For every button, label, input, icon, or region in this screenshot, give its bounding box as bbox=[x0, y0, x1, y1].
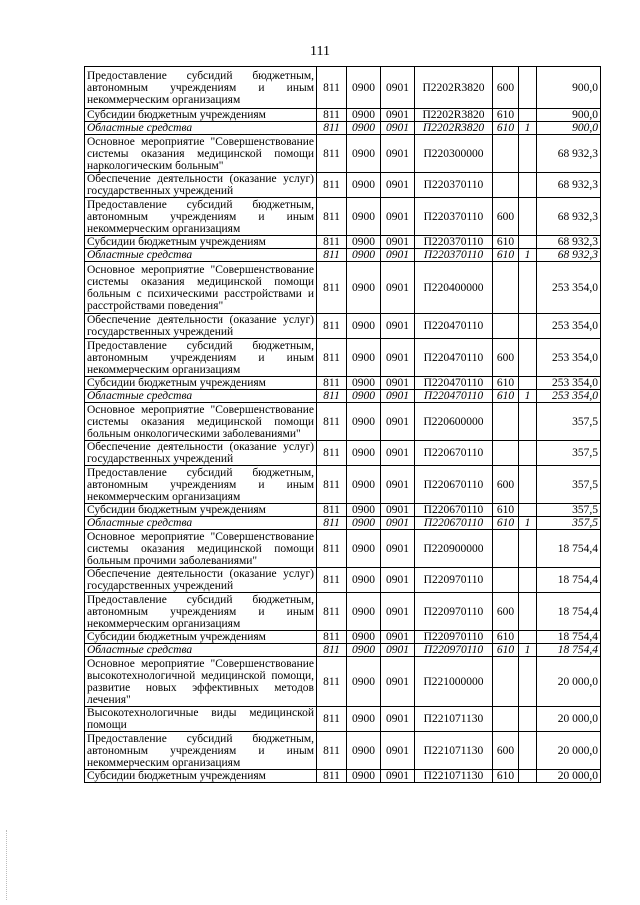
cell-subsection: 0901 bbox=[381, 403, 415, 441]
cell-target: П2202R3820 bbox=[415, 67, 493, 109]
cell-grbs: 811 bbox=[317, 770, 347, 783]
cell-vr: 610 bbox=[493, 109, 519, 122]
cell-grbs: 811 bbox=[317, 732, 347, 770]
cell-name: Высокотехнологичные виды медицинской помощи bbox=[85, 707, 317, 732]
cell-subsection: 0901 bbox=[381, 236, 415, 249]
cell-subsection: 0901 bbox=[381, 377, 415, 390]
cell-name: Основное мероприятие "Совершенствование системы оказания медицинской помощи больным онкологическими заболеваниями" bbox=[85, 403, 317, 441]
cell-amount: 68 932,3 bbox=[537, 173, 601, 198]
cell-vr: 600 bbox=[493, 339, 519, 377]
cell-name: Обеспечение деятельности (оказание услуг) государственных учреждений bbox=[85, 173, 317, 198]
table-row bbox=[85, 530, 601, 568]
cell-amount: 20 000,0 bbox=[537, 707, 601, 732]
cell-name: Предоставление субсидий бюджетным, автономным учреждениям и иным некоммерческим организациям bbox=[85, 466, 317, 504]
cell-src bbox=[519, 770, 537, 783]
table-row bbox=[85, 568, 601, 593]
cell-section: 0900 bbox=[347, 530, 381, 568]
cell-grbs: 811 bbox=[317, 568, 347, 593]
cell-target: П220370110 bbox=[415, 173, 493, 198]
table-row-regional-funds bbox=[85, 249, 601, 262]
cell-name: Предоставление субсидий бюджетным, автономным учреждениям и иным некоммерческим организациям bbox=[85, 339, 317, 377]
cell-vr bbox=[493, 707, 519, 732]
cell-vr: 610 bbox=[493, 236, 519, 249]
table-row bbox=[85, 198, 601, 236]
cell-amount: 253 354,0 bbox=[537, 314, 601, 339]
cell-section: 0900 bbox=[347, 262, 381, 314]
cell-vr bbox=[493, 135, 519, 173]
cell-amount: 253 354,0 bbox=[537, 339, 601, 377]
cell-vr: 610 bbox=[493, 504, 519, 517]
cell-amount: 68 932,3 bbox=[537, 135, 601, 173]
cell-src bbox=[519, 262, 537, 314]
cell-name: Предоставление субсидий бюджетным, автономным учреждениям и иным некоммерческим организациям bbox=[85, 198, 317, 236]
cell-grbs: 811 bbox=[317, 339, 347, 377]
table-row bbox=[85, 339, 601, 377]
table-row bbox=[85, 262, 601, 314]
cell-grbs: 811 bbox=[317, 593, 347, 631]
cell-target: П220970110 bbox=[415, 568, 493, 593]
table-row bbox=[85, 707, 601, 732]
cell-name: Предоставление субсидий бюджетным, автономным учреждениям и иным некоммерческим организациям bbox=[85, 67, 317, 109]
cell-section: 0900 bbox=[347, 732, 381, 770]
cell-grbs: 811 bbox=[317, 390, 347, 403]
cell-amount: 900,0 bbox=[537, 122, 601, 135]
cell-amount: 253 354,0 bbox=[537, 390, 601, 403]
cell-src: 1 bbox=[519, 122, 537, 135]
cell-section: 0900 bbox=[347, 339, 381, 377]
cell-section: 0900 bbox=[347, 403, 381, 441]
cell-subsection: 0901 bbox=[381, 339, 415, 377]
cell-subsection: 0901 bbox=[381, 644, 415, 657]
table-row bbox=[85, 236, 601, 249]
table-row bbox=[85, 173, 601, 198]
cell-section: 0900 bbox=[347, 568, 381, 593]
cell-subsection: 0901 bbox=[381, 631, 415, 644]
cell-grbs: 811 bbox=[317, 377, 347, 390]
cell-name: Предоставление субсидий бюджетным, автономным учреждениям и иным некоммерческим организациям bbox=[85, 732, 317, 770]
cell-src bbox=[519, 377, 537, 390]
cell-vr bbox=[493, 568, 519, 593]
table-row bbox=[85, 466, 601, 504]
cell-name: Субсидии бюджетным учреждениям bbox=[85, 504, 317, 517]
cell-src bbox=[519, 707, 537, 732]
cell-target: П220470110 bbox=[415, 377, 493, 390]
cell-section: 0900 bbox=[347, 770, 381, 783]
cell-target: П220670110 bbox=[415, 517, 493, 530]
cell-vr: 610 bbox=[493, 770, 519, 783]
cell-grbs: 811 bbox=[317, 122, 347, 135]
table-row bbox=[85, 109, 601, 122]
cell-amount: 20 000,0 bbox=[537, 770, 601, 783]
cell-target: П220400000 bbox=[415, 262, 493, 314]
cell-subsection: 0901 bbox=[381, 770, 415, 783]
cell-grbs: 811 bbox=[317, 198, 347, 236]
cell-grbs: 811 bbox=[317, 631, 347, 644]
cell-vr: 610 bbox=[493, 122, 519, 135]
cell-src bbox=[519, 109, 537, 122]
cell-name: Областные средства bbox=[85, 122, 317, 135]
cell-subsection: 0901 bbox=[381, 657, 415, 707]
cell-vr: 610 bbox=[493, 249, 519, 262]
cell-amount: 18 754,4 bbox=[537, 644, 601, 657]
cell-target: П220900000 bbox=[415, 530, 493, 568]
cell-grbs: 811 bbox=[317, 314, 347, 339]
cell-grbs: 811 bbox=[317, 173, 347, 198]
cell-name: Субсидии бюджетным учреждениям bbox=[85, 631, 317, 644]
cell-amount: 357,5 bbox=[537, 441, 601, 466]
cell-subsection: 0901 bbox=[381, 466, 415, 504]
cell-section: 0900 bbox=[347, 644, 381, 657]
cell-grbs: 811 bbox=[317, 504, 347, 517]
cell-name: Областные средства bbox=[85, 249, 317, 262]
cell-amount: 253 354,0 bbox=[537, 262, 601, 314]
cell-grbs: 811 bbox=[317, 403, 347, 441]
cell-src bbox=[519, 593, 537, 631]
cell-src bbox=[519, 530, 537, 568]
cell-grbs: 811 bbox=[317, 657, 347, 707]
cell-src bbox=[519, 441, 537, 466]
cell-target: П221000000 bbox=[415, 657, 493, 707]
cell-section: 0900 bbox=[347, 593, 381, 631]
cell-name: Областные средства bbox=[85, 644, 317, 657]
cell-amount: 18 754,4 bbox=[537, 631, 601, 644]
cell-subsection: 0901 bbox=[381, 517, 415, 530]
cell-amount: 357,5 bbox=[537, 517, 601, 530]
cell-src bbox=[519, 732, 537, 770]
cell-grbs: 811 bbox=[317, 530, 347, 568]
cell-name: Основное мероприятие "Совершенствование системы оказания медицинской помощи больным с психическими расстройствами и расстройствами поведения" bbox=[85, 262, 317, 314]
cell-vr: 600 bbox=[493, 732, 519, 770]
cell-grbs: 811 bbox=[317, 644, 347, 657]
cell-src bbox=[519, 657, 537, 707]
cell-target: П220370110 bbox=[415, 198, 493, 236]
cell-name: Предоставление субсидий бюджетным, автономным учреждениям и иным некоммерческим организациям bbox=[85, 593, 317, 631]
cell-grbs: 811 bbox=[317, 109, 347, 122]
cell-amount: 68 932,3 bbox=[537, 236, 601, 249]
cell-section: 0900 bbox=[347, 657, 381, 707]
cell-subsection: 0901 bbox=[381, 135, 415, 173]
cell-target: П221071130 bbox=[415, 770, 493, 783]
cell-subsection: 0901 bbox=[381, 390, 415, 403]
cell-src bbox=[519, 631, 537, 644]
cell-vr bbox=[493, 403, 519, 441]
cell-subsection: 0901 bbox=[381, 732, 415, 770]
cell-vr: 600 bbox=[493, 67, 519, 109]
cell-grbs: 811 bbox=[317, 236, 347, 249]
cell-vr bbox=[493, 314, 519, 339]
cell-target: П220300000 bbox=[415, 135, 493, 173]
cell-target: П2202R3820 bbox=[415, 122, 493, 135]
cell-grbs: 811 bbox=[317, 466, 347, 504]
cell-section: 0900 bbox=[347, 517, 381, 530]
cell-target: П220670110 bbox=[415, 504, 493, 517]
cell-grbs: 811 bbox=[317, 67, 347, 109]
cell-section: 0900 bbox=[347, 236, 381, 249]
cell-section: 0900 bbox=[347, 314, 381, 339]
cell-name: Основное мероприятие "Совершенствование системы оказания медицинской помощи больным прочими заболеваниями" bbox=[85, 530, 317, 568]
cell-amount: 357,5 bbox=[537, 403, 601, 441]
cell-section: 0900 bbox=[347, 441, 381, 466]
budget-table-body bbox=[85, 67, 601, 783]
budget-table bbox=[84, 66, 601, 783]
cell-subsection: 0901 bbox=[381, 198, 415, 236]
cell-amount: 900,0 bbox=[537, 109, 601, 122]
cell-src: 1 bbox=[519, 517, 537, 530]
table-row bbox=[85, 403, 601, 441]
table-row bbox=[85, 135, 601, 173]
table-row bbox=[85, 441, 601, 466]
cell-src bbox=[519, 504, 537, 517]
cell-src: 1 bbox=[519, 249, 537, 262]
cell-vr: 600 bbox=[493, 198, 519, 236]
cell-amount: 357,5 bbox=[537, 504, 601, 517]
cell-subsection: 0901 bbox=[381, 67, 415, 109]
cell-name: Обеспечение деятельности (оказание услуг) государственных учреждений bbox=[85, 568, 317, 593]
cell-target: П220600000 bbox=[415, 403, 493, 441]
cell-src bbox=[519, 314, 537, 339]
table-row-regional-funds bbox=[85, 517, 601, 530]
table-row-regional-funds bbox=[85, 122, 601, 135]
cell-subsection: 0901 bbox=[381, 262, 415, 314]
cell-amount: 68 932,3 bbox=[537, 198, 601, 236]
cell-target: П220470110 bbox=[415, 339, 493, 377]
cell-src bbox=[519, 173, 537, 198]
cell-amount: 18 754,4 bbox=[537, 568, 601, 593]
cell-section: 0900 bbox=[347, 109, 381, 122]
cell-section: 0900 bbox=[347, 631, 381, 644]
cell-src bbox=[519, 67, 537, 109]
cell-subsection: 0901 bbox=[381, 314, 415, 339]
cell-target: П220970110 bbox=[415, 593, 493, 631]
cell-section: 0900 bbox=[347, 173, 381, 198]
cell-subsection: 0901 bbox=[381, 249, 415, 262]
cell-subsection: 0901 bbox=[381, 568, 415, 593]
cell-vr bbox=[493, 441, 519, 466]
table-row bbox=[85, 67, 601, 109]
cell-name: Основное мероприятие "Совершенствование высокотехнологичной медицинской помощи, развитие новых эффективных методов лечения" bbox=[85, 657, 317, 707]
cell-amount: 20 000,0 bbox=[537, 657, 601, 707]
cell-subsection: 0901 bbox=[381, 109, 415, 122]
cell-target: П220970110 bbox=[415, 644, 493, 657]
cell-target: П221071130 bbox=[415, 732, 493, 770]
cell-section: 0900 bbox=[347, 122, 381, 135]
table-row bbox=[85, 593, 601, 631]
cell-vr: 600 bbox=[493, 593, 519, 631]
cell-src bbox=[519, 568, 537, 593]
cell-name: Основное мероприятие "Совершенствование системы оказания медицинской помощи наркологическим больным" bbox=[85, 135, 317, 173]
cell-vr: 610 bbox=[493, 390, 519, 403]
cell-amount: 68 932,3 bbox=[537, 249, 601, 262]
cell-vr bbox=[493, 657, 519, 707]
cell-grbs: 811 bbox=[317, 441, 347, 466]
cell-section: 0900 bbox=[347, 135, 381, 173]
cell-name: Субсидии бюджетным учреждениям bbox=[85, 377, 317, 390]
cell-section: 0900 bbox=[347, 707, 381, 732]
cell-section: 0900 bbox=[347, 198, 381, 236]
cell-target: П220670110 bbox=[415, 466, 493, 504]
cell-section: 0900 bbox=[347, 466, 381, 504]
cell-vr: 610 bbox=[493, 644, 519, 657]
cell-amount: 18 754,4 bbox=[537, 530, 601, 568]
cell-name: Обеспечение деятельности (оказание услуг) государственных учреждений bbox=[85, 314, 317, 339]
cell-target: П220370110 bbox=[415, 236, 493, 249]
table-row bbox=[85, 770, 601, 783]
cell-subsection: 0901 bbox=[381, 707, 415, 732]
cell-amount: 20 000,0 bbox=[537, 732, 601, 770]
cell-amount: 253 354,0 bbox=[537, 377, 601, 390]
cell-section: 0900 bbox=[347, 377, 381, 390]
cell-src bbox=[519, 403, 537, 441]
cell-subsection: 0901 bbox=[381, 122, 415, 135]
cell-target: П220970110 bbox=[415, 631, 493, 644]
cell-target: П220470110 bbox=[415, 390, 493, 403]
cell-grbs: 811 bbox=[317, 262, 347, 314]
cell-name: Областные средства bbox=[85, 517, 317, 530]
table-row-regional-funds bbox=[85, 644, 601, 657]
cell-amount: 900,0 bbox=[537, 67, 601, 109]
cell-src bbox=[519, 198, 537, 236]
cell-vr: 610 bbox=[493, 517, 519, 530]
table-row bbox=[85, 732, 601, 770]
cell-src: 1 bbox=[519, 644, 537, 657]
cell-subsection: 0901 bbox=[381, 441, 415, 466]
page-number: 111 bbox=[310, 44, 330, 59]
cell-subsection: 0901 bbox=[381, 504, 415, 517]
cell-subsection: 0901 bbox=[381, 530, 415, 568]
cell-src bbox=[519, 135, 537, 173]
cell-src bbox=[519, 236, 537, 249]
cell-vr: 600 bbox=[493, 466, 519, 504]
table-row-regional-funds bbox=[85, 390, 601, 403]
cell-vr bbox=[493, 530, 519, 568]
table-row bbox=[85, 657, 601, 707]
cell-section: 0900 bbox=[347, 504, 381, 517]
cell-target: П220670110 bbox=[415, 441, 493, 466]
cell-section: 0900 bbox=[347, 67, 381, 109]
cell-target: П220370110 bbox=[415, 249, 493, 262]
cell-vr bbox=[493, 262, 519, 314]
table-row bbox=[85, 631, 601, 644]
cell-amount: 18 754,4 bbox=[537, 593, 601, 631]
cell-grbs: 811 bbox=[317, 517, 347, 530]
cell-src: 1 bbox=[519, 390, 537, 403]
cell-target: П2202R3820 bbox=[415, 109, 493, 122]
cell-subsection: 0901 bbox=[381, 593, 415, 631]
cell-src bbox=[519, 339, 537, 377]
cell-name: Субсидии бюджетным учреждениям bbox=[85, 109, 317, 122]
cell-name: Обеспечение деятельности (оказание услуг) государственных учреждений bbox=[85, 441, 317, 466]
cell-grbs: 811 bbox=[317, 707, 347, 732]
cell-vr: 610 bbox=[493, 631, 519, 644]
cell-grbs: 811 bbox=[317, 135, 347, 173]
cell-section: 0900 bbox=[347, 390, 381, 403]
cell-src bbox=[519, 466, 537, 504]
table-row bbox=[85, 314, 601, 339]
table-row bbox=[85, 377, 601, 390]
cell-section: 0900 bbox=[347, 249, 381, 262]
cell-name: Субсидии бюджетным учреждениям bbox=[85, 236, 317, 249]
cell-name: Субсидии бюджетным учреждениям bbox=[85, 770, 317, 783]
cell-target: П221071130 bbox=[415, 707, 493, 732]
cell-name: Областные средства bbox=[85, 390, 317, 403]
cell-amount: 357,5 bbox=[537, 466, 601, 504]
cell-subsection: 0901 bbox=[381, 173, 415, 198]
cell-target: П220470110 bbox=[415, 314, 493, 339]
table-row bbox=[85, 504, 601, 517]
cell-vr: 610 bbox=[493, 377, 519, 390]
cell-grbs: 811 bbox=[317, 249, 347, 262]
scan-edge-marks bbox=[6, 830, 9, 900]
cell-vr bbox=[493, 173, 519, 198]
